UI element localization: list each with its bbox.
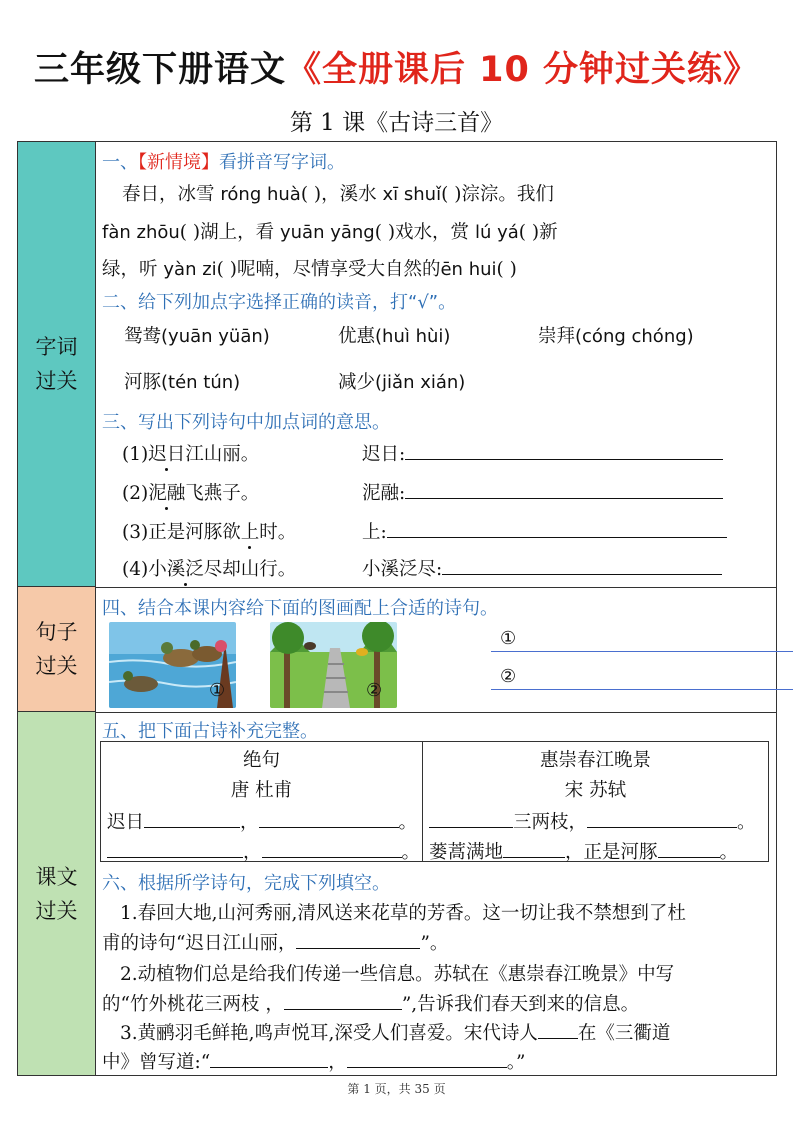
- answer-2-number: ②: [500, 666, 517, 687]
- answer-blank[interactable]: [144, 808, 240, 828]
- answer-line-2[interactable]: [491, 689, 793, 690]
- poem-table: [100, 741, 769, 862]
- poem-2-line-1: 三两枝， 。: [429, 808, 756, 834]
- question-2-title: 二、给下列加点字选择正确的读音，打“√”。: [102, 292, 457, 313]
- answer-blank[interactable]: [284, 990, 402, 1010]
- q3-item-4: (4)小溪泛尽却山行。: [122, 555, 296, 581]
- q3-answer-2: 泥融:: [362, 479, 723, 505]
- answer-blank[interactable]: [210, 1048, 328, 1068]
- q6-para-3a: 3.黄鹂羽毛鲜艳,鸣声悦耳,深受人们喜爱。宋代诗人 在《三衢道: [120, 1019, 670, 1045]
- answer-blank[interactable]: [658, 838, 720, 858]
- q1-line-1: 春日，冰雪 róng huà( )，溪水 xī shuǐ( )淙淙。我们: [122, 184, 554, 205]
- lesson-title: 第 1 课《古诗三首》: [289, 110, 504, 136]
- poem-2-line-2: 蒌蒿满地 ，正是河豚 。: [429, 838, 738, 864]
- poem-1-line-1: 迟日 ， 。: [107, 808, 417, 834]
- answer-blank[interactable]: [503, 838, 565, 858]
- answer-blank[interactable]: [296, 929, 420, 949]
- answer-1-number: ①: [500, 628, 517, 649]
- q3-answer-1: 迟日:: [362, 440, 723, 466]
- answer-line-1[interactable]: [491, 651, 793, 652]
- poem-1-line-2: ， 。: [107, 838, 420, 864]
- worksheet-frame: [17, 141, 777, 1076]
- answer-blank[interactable]: [405, 440, 723, 460]
- q1-line-3: 绿，听 yàn zi( )呢喃，尽情享受大自然的ēn hui( ): [102, 259, 517, 280]
- poem-2-title: 惠崇春江晚景: [539, 750, 651, 771]
- poem-1-author: 唐 杜甫: [230, 780, 293, 801]
- q2-item-1: 鸳鸯(yuān yüān): [124, 326, 270, 347]
- answer-blank[interactable]: [587, 808, 737, 828]
- question-6-title: 六、根据所学诗句，完成下列填空。: [102, 873, 390, 894]
- q3-answer-3: 上:: [362, 518, 727, 544]
- page-title: 三年级下册语文《全册课后 10 分钟过关练》: [33, 50, 760, 90]
- answer-blank[interactable]: [107, 838, 243, 858]
- answer-blank[interactable]: [387, 518, 727, 538]
- question-4-title: 四、结合本课内容给下面的图画配上合适的诗句。: [102, 598, 498, 619]
- q2-item-3: 崇拜(cóng chóng): [538, 326, 694, 347]
- poem-juju: [101, 742, 423, 861]
- answer-blank[interactable]: [442, 555, 722, 575]
- question-5-title: 五、把下面古诗补充完整。: [102, 721, 318, 742]
- q2-item-4: 河豚(tén tún): [124, 372, 241, 393]
- q6-para-1a: 1.春回大地,山河秀丽,清风送来花草的芳香。这一切让我不禁想到了杜: [120, 903, 686, 924]
- answer-blank[interactable]: [405, 479, 723, 499]
- q3-item-3: (3)正是河豚欲上时。: [122, 518, 296, 544]
- answer-blank[interactable]: [259, 808, 399, 828]
- q3-item-2: (2)泥融飞燕子。: [122, 479, 259, 505]
- worksheet-content: [98, 142, 776, 1075]
- answer-blank[interactable]: [347, 1048, 507, 1068]
- q3-item-1: (1)迟日江山丽。: [122, 440, 259, 466]
- q2-item-2: 优惠(huì hùi): [338, 326, 451, 347]
- q6-para-1b: 甫的诗句“迟日江山丽， ”。: [102, 929, 448, 955]
- answer-blank[interactable]: [538, 1019, 578, 1039]
- q6-para-3b: 中》曾写道:“ ， 。”: [102, 1048, 525, 1074]
- question-1-title: 一、【新情境】看拼音写字词。: [102, 152, 345, 173]
- q2-item-5: 减少(jiǎn xián): [338, 372, 466, 393]
- poem-1-title: 绝句: [242, 750, 280, 771]
- answer-blank[interactable]: [429, 808, 513, 828]
- question-3-title: 三、写出下列诗句中加点词的意思。: [102, 412, 390, 433]
- section-label-words: 字词 过关: [18, 142, 96, 587]
- section-label-text: 课文 过关: [18, 712, 96, 1075]
- q6-para-2b: 的“竹外桃花三两枝 ， ”,告诉我们春天到来的信息。: [102, 990, 639, 1016]
- ducks-picture: ①: [109, 622, 236, 708]
- poem-2-author: 宋 苏轼: [564, 780, 627, 801]
- page-footer: 第 1 页，共 35 页: [347, 1082, 446, 1096]
- q6-para-2a: 2.动植物们总是给我们传递一些信息。苏轼在《惠崇春江晚景》中写: [120, 964, 675, 985]
- q1-line-2: fàn zhōu( )湖上，看 yuān yāng( )戏水，赏 lú yá( )新: [102, 222, 558, 243]
- poem-huichong: [423, 742, 768, 861]
- path-picture: ②: [270, 622, 397, 708]
- q3-answer-4: 小溪泛尽:: [362, 555, 722, 581]
- answer-blank[interactable]: [262, 838, 402, 858]
- section-label-sentences: 句子 过关: [18, 587, 96, 712]
